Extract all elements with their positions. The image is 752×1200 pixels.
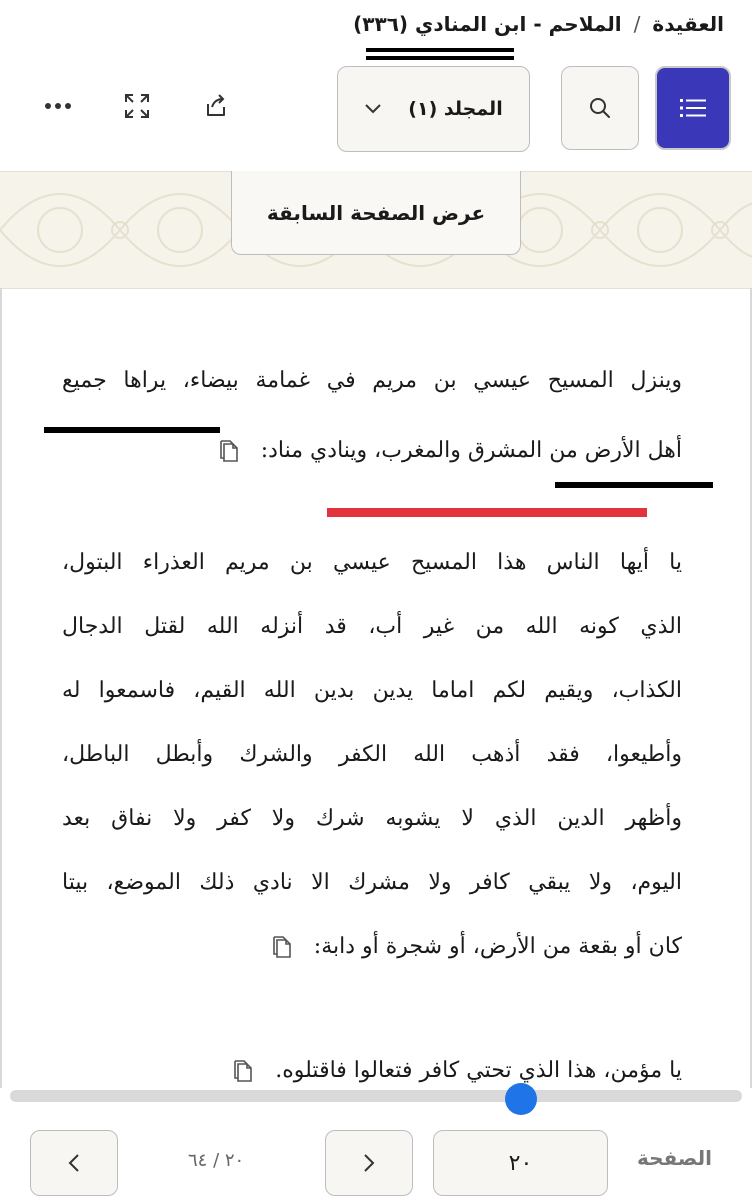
text-line: اليوم، ولا يبقي كافر ولا مشرك الا نادي ذلك الموضع، بيتا — [62, 870, 682, 895]
breadcrumb-separator: / — [633, 12, 641, 36]
highlight-underline-mark — [44, 427, 220, 433]
copy-icon[interactable] — [271, 935, 293, 959]
chevron-right-icon — [362, 1152, 376, 1174]
text-line: وينزل المسيح عيسي بن مريم في غمامة بيضاء، يراها جميع — [62, 368, 682, 393]
breadcrumb-category[interactable]: العقيدة — [652, 12, 724, 36]
list-icon — [680, 97, 706, 119]
fullscreen-button[interactable] — [117, 86, 157, 126]
table-of-contents-button[interactable] — [655, 66, 731, 150]
breadcrumb — [353, 12, 724, 36]
expand-icon — [123, 92, 151, 120]
text-line-content: يا مؤمن، هذا الذي تحتي كافر فتعالوا فاقتلوه. — [275, 1058, 682, 1083]
reader-toolbar — [0, 64, 752, 154]
share-icon — [202, 92, 230, 120]
chevron-down-icon — [364, 103, 382, 115]
text-line: الكذاب، ويقيم لكم اماما يدين بدين الله القيم، فاسمعوا له — [62, 678, 682, 703]
volume-select-label: المجلد (١) — [408, 98, 503, 120]
chevron-left-icon — [67, 1152, 81, 1174]
page-number-input[interactable] — [433, 1130, 608, 1196]
page-progress-track[interactable] — [10, 1090, 742, 1102]
red-underline-mark — [327, 508, 647, 517]
highlight-underline-mark — [555, 482, 713, 488]
book-title-underline-mark-2 — [366, 56, 514, 60]
previous-page-button[interactable] — [30, 1130, 118, 1196]
text-line: وأطيعوا، فقد أذهب الله الكفر والشرك وأبطل الباطل، — [62, 742, 682, 767]
text-line: يا أيها الناس هذا المسيح عيسي بن مريم العذراء البتول، — [62, 550, 682, 575]
breadcrumb-book-title[interactable]: الملاحم - ابن المنادي (٣٣٦) — [353, 12, 622, 36]
volume-select[interactable] — [337, 66, 530, 152]
page-label: الصفحة — [636, 1146, 712, 1170]
page-navigation — [0, 1126, 752, 1200]
more-horizontal-icon — [44, 102, 72, 110]
text-line — [62, 438, 682, 463]
next-page-button[interactable] — [325, 1130, 413, 1196]
text-line-content: أهل الأرض من المشرق والمغرب، وينادي مناد: — [260, 438, 682, 463]
search-icon — [588, 96, 612, 120]
book-title-underline-mark — [366, 48, 514, 52]
text-line-content: كان أو بقعة من الأرض، أو شجرة أو دابة: — [313, 934, 682, 959]
copy-icon[interactable] — [232, 1059, 254, 1083]
text-line: وأظهر الدين الذي لا يشوبه شرك ولا كفر ولا نفاق بعد — [62, 806, 682, 831]
text-line — [62, 1058, 682, 1083]
search-button[interactable] — [561, 66, 639, 150]
show-previous-page-button[interactable]: عرض الصفحة السابقة — [231, 171, 521, 255]
text-line — [62, 934, 682, 959]
more-options-button[interactable] — [38, 86, 78, 126]
page-number-value: ٢٠ — [508, 1150, 533, 1176]
page-progress-thumb[interactable] — [505, 1083, 537, 1115]
book-page-content — [0, 288, 752, 1088]
copy-icon[interactable] — [218, 439, 240, 463]
share-button[interactable] — [196, 86, 236, 126]
text-line: الذي كونه الله من غير أب، قد أنزله الله لقتل الدجال — [62, 614, 682, 639]
page-count: ٢٠ / ٦٤ — [188, 1150, 245, 1171]
